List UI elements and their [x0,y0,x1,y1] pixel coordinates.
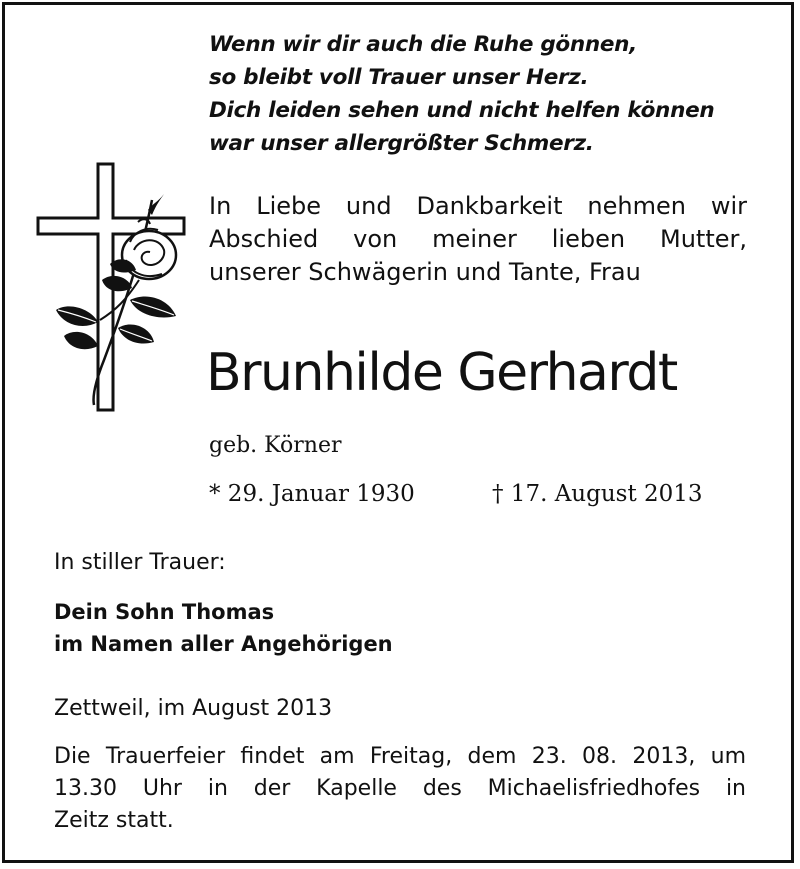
funeral-info [54,741,746,837]
poem-line: Dich leiden sehen und nicht helfen können [209,98,715,123]
intro-text [209,190,747,289]
signers [54,596,393,660]
maiden-name: geb. Körner [209,433,342,458]
birth-date: * 29. Januar 1930 [209,481,415,507]
poem-line: war unser allergrößter Schmerz. [209,131,594,156]
deceased-name: Brunhilde Gerhardt [206,343,677,403]
funeral-line: Die Trauerfeier findet am Freitag, dem 23. 08. 2013, um [54,744,746,769]
poem-line: Wenn wir dir auch die Ruhe gönnen, [209,32,638,57]
poem [209,28,714,160]
signer-line: im Namen aller Angehörigen [54,632,393,656]
funeral-line: 13.30 Uhr in der Kapelle des Michaelisfriedhofes in [54,776,746,801]
mourning-label: In stiller Trauer: [54,550,226,575]
intro-line: unserer Schwägerin und Tante, Frau [209,258,641,286]
signer-line: Dein Sohn Thomas [54,600,275,624]
place-date: Zettweil, im August 2013 [54,696,333,721]
intro-line: In Liebe und Dankbarkeit nehmen wir [209,192,747,220]
death-date: † 17. August 2013 [492,481,703,507]
poem-line: so bleibt voll Trauer unser Herz. [209,65,589,90]
intro-line: Abschied von meiner lieben Mutter, [209,225,747,253]
cross-with-rose-icon [34,160,189,415]
funeral-line: Zeitz statt. [54,808,174,833]
